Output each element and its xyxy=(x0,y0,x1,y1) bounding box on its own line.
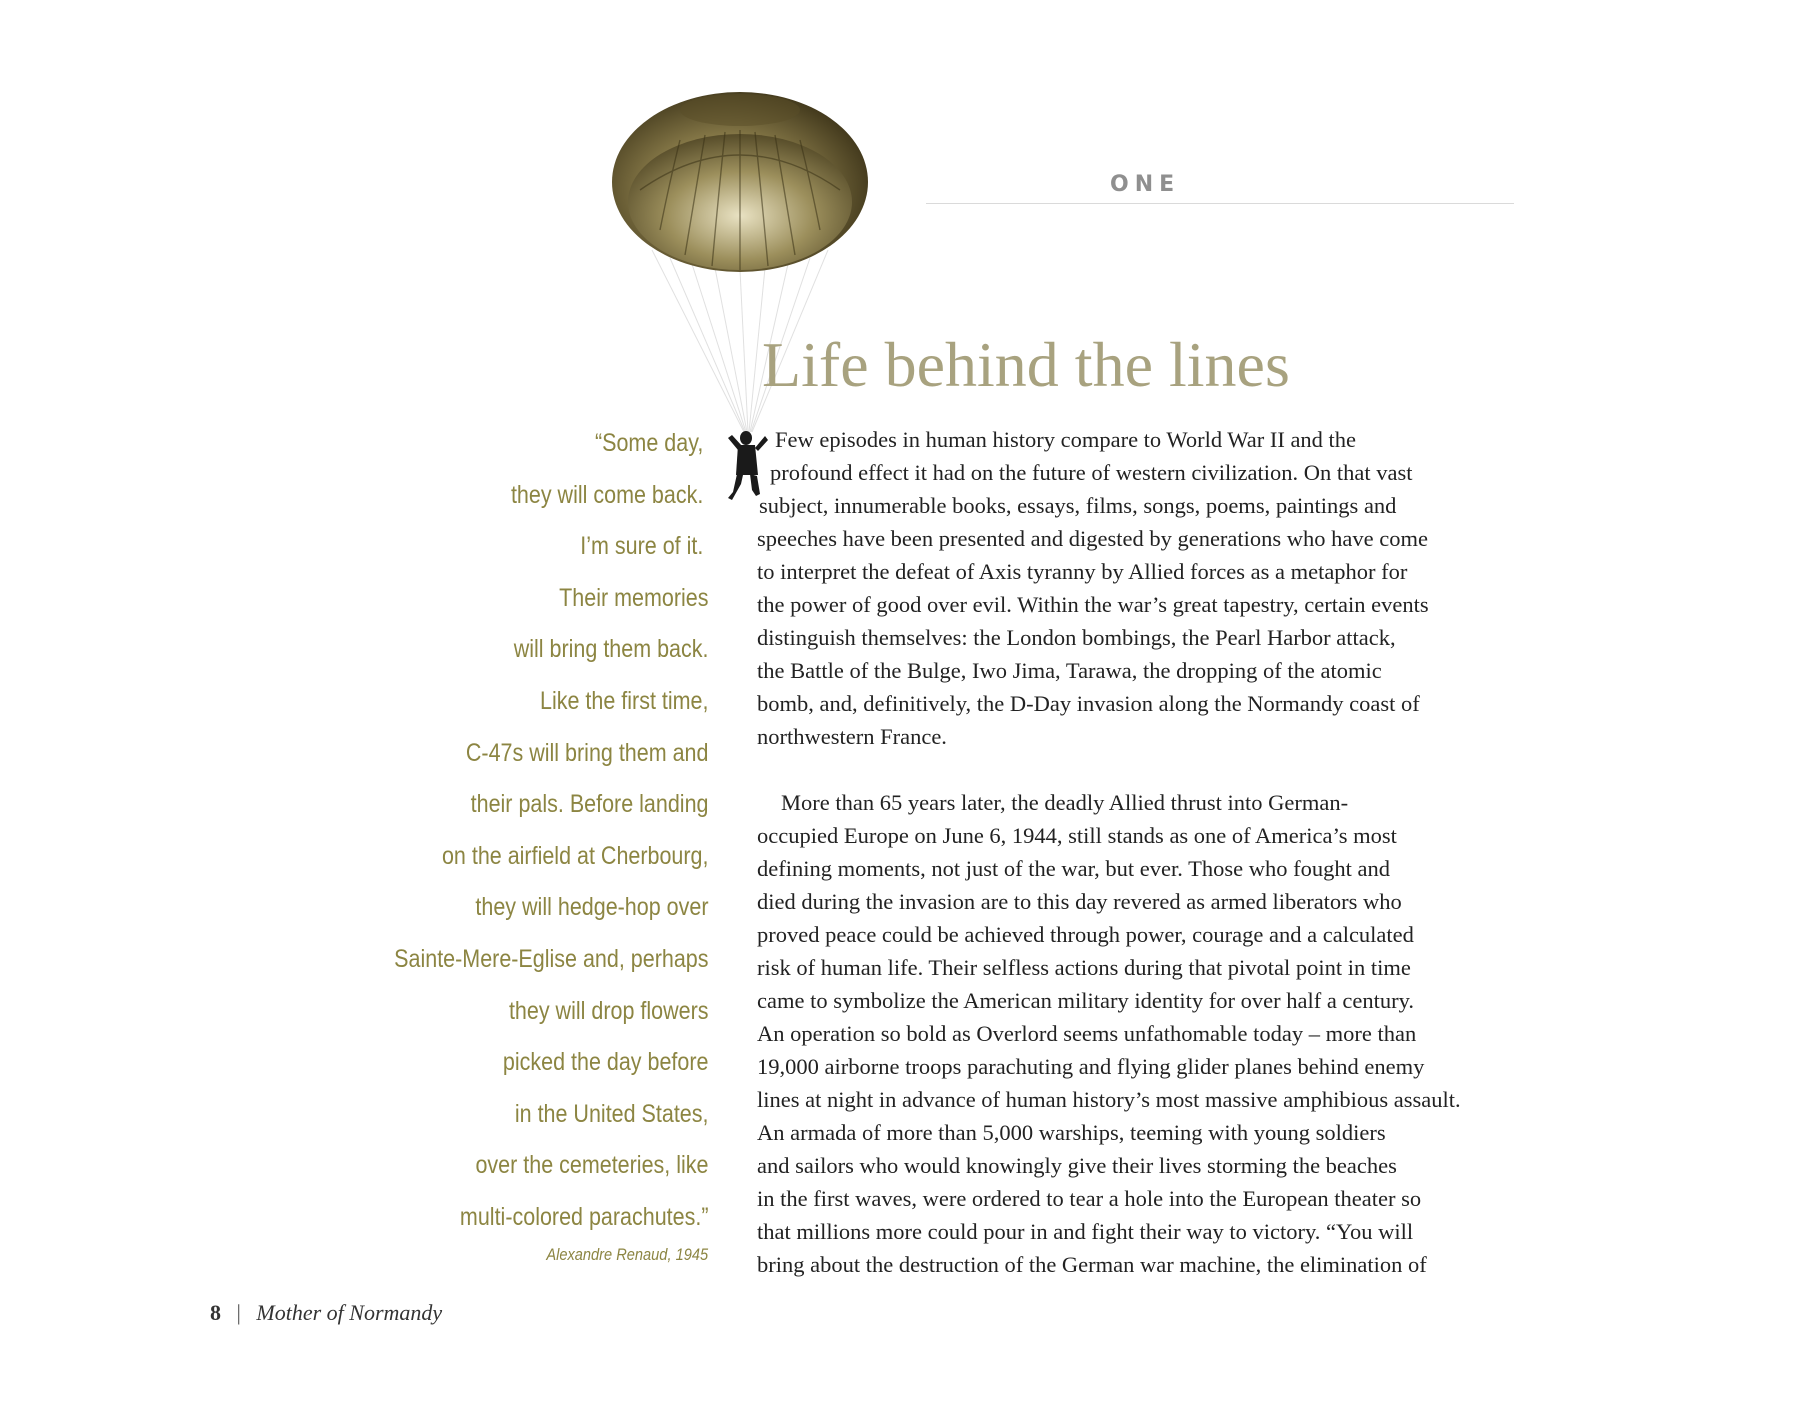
body-line: the power of good over evil. Within the war’s great tapestry, certain events xyxy=(757,592,1429,617)
body-line: that millions more could pour in and fight their way to victory. “You will xyxy=(757,1219,1414,1244)
quote-line: I’m sure of it. xyxy=(579,532,703,561)
page-footer xyxy=(210,1300,442,1326)
quote-line: they will drop flowers xyxy=(508,996,708,1025)
quote-attribution: Alexandre Renaud, 1945 xyxy=(546,1245,708,1264)
quote-line: Like the first time, xyxy=(539,686,708,715)
body-line: northwestern France. xyxy=(757,724,947,749)
quote-line: their pals. Before landing xyxy=(470,790,708,819)
body-line: defining moments, not just of the war, but ever. Those who fought and xyxy=(757,856,1390,881)
quote-line: over the cemeteries, like xyxy=(474,1151,708,1180)
body-line: died during the invasion are to this day revered as armed liberators who xyxy=(757,889,1402,914)
body-paragraph xyxy=(757,423,1429,753)
body-line: An armada of more than 5,000 warships, teeming with young soldiers xyxy=(757,1120,1386,1145)
body-line: the Battle of the Bulge, Iwo Jima, Tarawa, the dropping of the atomic xyxy=(757,658,1382,683)
quote-line: C-47s will bring them and xyxy=(465,738,708,767)
chapter-title: Life behind the lines xyxy=(762,329,1290,400)
body-line: risk of human life. Their selfless actions during that pivotal point in time xyxy=(757,955,1411,980)
page-number: 8 xyxy=(210,1300,221,1325)
body-line: came to symbolize the American military identity for over half a century. xyxy=(757,988,1415,1013)
body-line: subject, innumerable books, essays, films, songs, poems, paintings and xyxy=(759,493,1397,518)
quote-line: Sainte-Mere-Eglise and, perhaps xyxy=(393,944,708,973)
body-line: 19,000 airborne troops parachuting and flying glider planes behind enemy xyxy=(757,1054,1425,1079)
body-line: bomb, and, definitively, the D-Day invasion along the Normandy coast of xyxy=(757,691,1420,716)
quote-line: Their memories xyxy=(558,583,708,612)
body-paragraph xyxy=(757,786,1461,1281)
body-line: An operation so bold as Overlord seems unfathomable today – more than xyxy=(757,1021,1417,1046)
quote-line: multi-colored parachutes.” xyxy=(459,1202,708,1231)
chapter-divider xyxy=(926,203,1514,204)
quote-line: on the airfield at Cherbourg, xyxy=(441,841,708,870)
quote-line: will bring them back. xyxy=(513,635,708,664)
body-line: distinguish themselves: the London bombings, the Pearl Harbor attack, xyxy=(757,625,1396,650)
body-line: lines at night in advance of human history’s most massive amphibious assault. xyxy=(757,1087,1461,1112)
body-line: profound effect it had on the future of western civilization. On that vast xyxy=(770,460,1413,485)
body-line: in the first waves, were ordered to tear a hole into the European theater so xyxy=(757,1186,1422,1211)
body-line: and sailors who would knowingly give their lives storming the beaches xyxy=(757,1153,1397,1178)
body-line: More than 65 years later, the deadly Allied thrust into German- xyxy=(781,790,1349,815)
body-line: proved peace could be achieved through power, courage and a calculated xyxy=(757,922,1414,947)
footer-separator: | xyxy=(236,1300,241,1325)
quote-line: they will hedge-hop over xyxy=(474,893,708,922)
pull-quote xyxy=(394,418,708,1244)
quote-line: in the United States, xyxy=(514,1099,708,1128)
quote-line: picked the day before xyxy=(502,1048,708,1077)
body-line: occupied Europe on June 6, 1944, still stands as one of America’s most xyxy=(757,823,1397,848)
body-line: speeches have been presented and digested by generations who have come xyxy=(757,526,1428,551)
quote-line: “Some day, xyxy=(594,429,703,457)
body-line: bring about the destruction of the German war machine, the elimination of xyxy=(757,1252,1427,1277)
body-line: to interpret the defeat of Axis tyranny by Allied forces as a metaphor for xyxy=(757,559,1408,584)
book-title: Mother of Normandy xyxy=(256,1300,443,1325)
body-line: Few episodes in human history compare to World War II and the xyxy=(775,427,1357,452)
quote-line: they will come back. xyxy=(510,480,703,509)
chapter-label: ONE xyxy=(1110,172,1181,197)
